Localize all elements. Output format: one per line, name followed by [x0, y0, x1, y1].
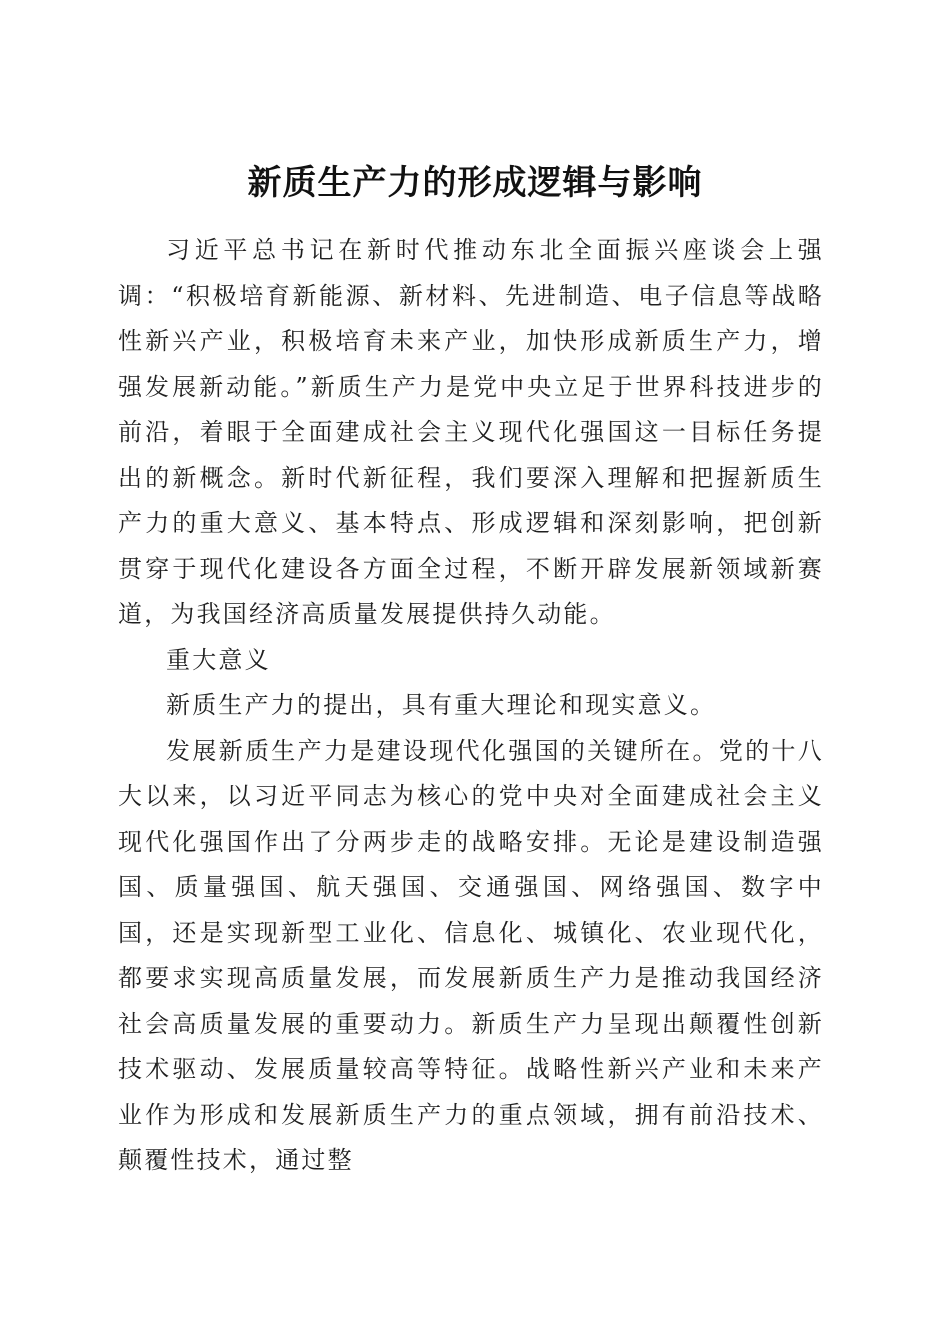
section-heading: 重大意义	[166, 645, 271, 674]
paragraph-intro: 习近平总书记在新时代推动东北全面振兴座谈会上强调：“积极培育新能源、新材料、先进制造、电子信息等战略性新兴产业，积极培育未来产业，加快形成新质生产力，增强发展新动能。”新质生产力是党中央立足于世界科技进步的前沿，着眼于全面建成社会主义现代化强国这一目标任务提出的新概念。新时代新征程，我们要深入理解和把握新质生产力的重大意义、基本特点、形成逻辑和深刻影响，把创新贯穿于现代化建设各方面全过程，不断开辟发展新领域新赛道，为我国经济高质量发展提供持久动能。	[118, 236, 824, 628]
paragraph-modernization: 发展新质生产力是建设现代化强国的关键所在。党的十八大以来，以习近平同志为核心的党中央对全面建成社会主义现代化强国作出了分两步走的战略安排。无论是建设制造强国、质量强国、航天强国、交通强国、网络强国、数字中国，还是实现新型工业化、信息化、城镇化、农业现代化，都要求实现高质量发展，而发展新质生产力是推动我国经济社会高质量发展的重要动力。新质生产力呈现出颠覆性创新技术驱动、发展质量较高等特征。战略性新兴产业和未来产业作为形成和发展新质生产力的重点领域，拥有前沿技术、颠覆性技术，通过整	[118, 736, 824, 1174]
document-body	[118, 228, 824, 1184]
paragraph-significance-summary: 新质生产力的提出，具有重大理论和现实意义。	[166, 691, 717, 719]
document-title: 新质生产力的形成逻辑与影响	[247, 162, 703, 203]
